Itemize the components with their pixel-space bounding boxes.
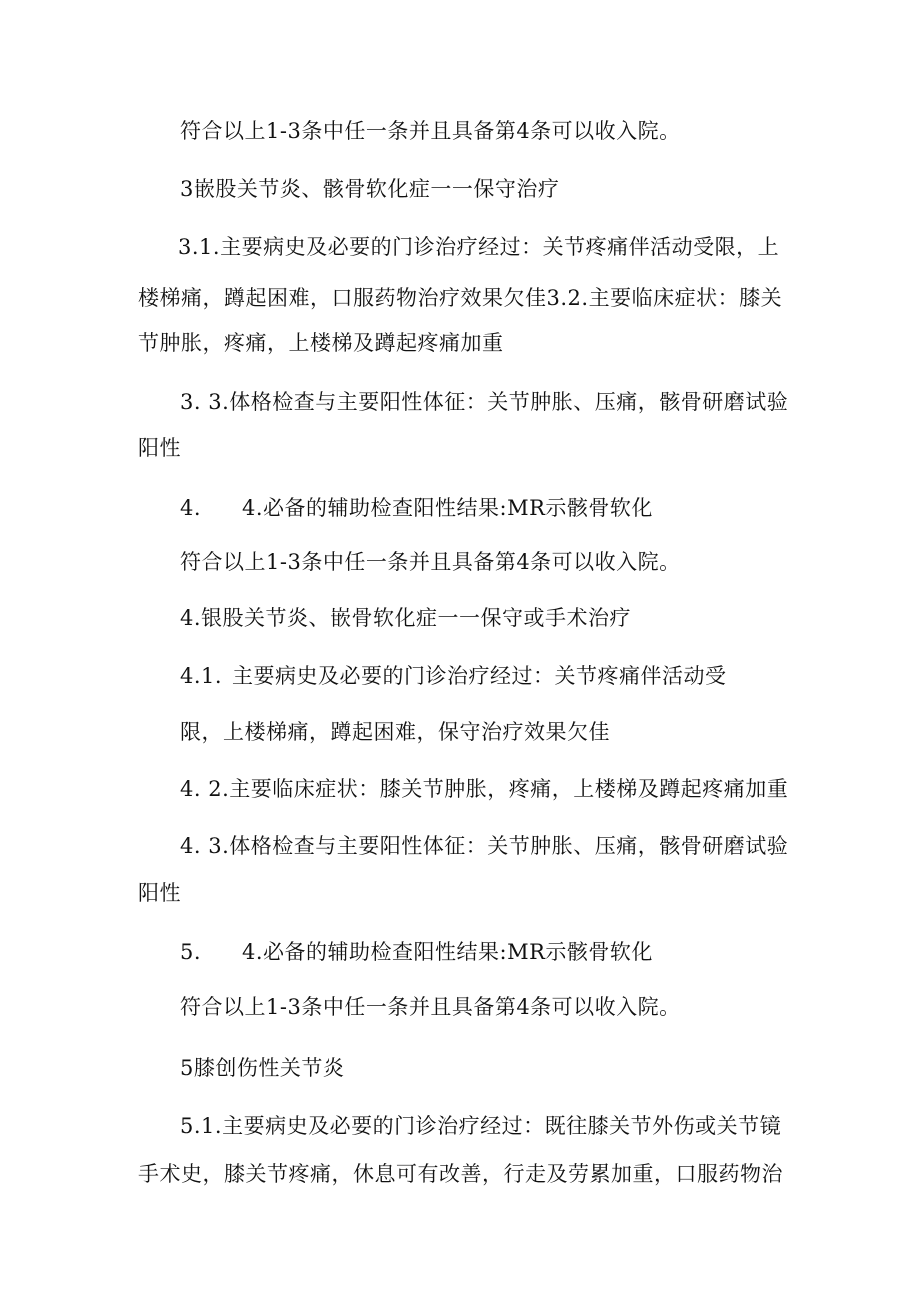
paragraph-line: 阳性: [138, 881, 181, 905]
section-heading: 5膝创伤性关节炎: [180, 1056, 345, 1080]
paragraph-line: 4.必备的辅助检查阳性结果:MR示骸骨软化: [242, 496, 653, 520]
paragraph-line: 楼梯痛，蹲起困难，口服药物治疗效果欠佳3.2.主要临床症状：膝关: [138, 286, 783, 310]
section-heading: 4.银股关节炎、嵌骨软化症一一保守或手术治疗: [180, 606, 632, 630]
paragraph-line: 限，上楼梯痛，蹲起困难，保守治疗效果欠佳: [180, 720, 610, 744]
paragraph-line: 3.1.主要病史及必要的门诊治疗经过：关节疼痛伴活动受限，上: [178, 235, 780, 259]
paragraph-line: 4.必备的辅助检查阳性结果:MR示骸骨软化: [242, 940, 653, 964]
paragraph-line: 符合以上1-3条中任一条并且具备第4条可以收入院。: [180, 119, 681, 143]
paragraph-line: 阳性: [138, 436, 181, 460]
paragraph-line: 符合以上1-3条中任一条并且具备第4条可以收入院。: [180, 550, 681, 574]
paragraph-line: 手术史，膝关节疼痛，休息可有改善，行走及劳累加重，口服药物治: [138, 1162, 783, 1186]
paragraph-line: 3. 3.体格检查与主要阳性体征：关节肿胀、压痛，骸骨研磨试验: [180, 390, 789, 414]
paragraph-line: 节肿胀，疼痛，上楼梯及蹲起疼痛加重: [138, 331, 504, 355]
list-number: 4.1.: [180, 664, 223, 688]
paragraph-line: 主要病史及必要的门诊治疗经过：关节疼痛伴活动受: [232, 664, 727, 688]
paragraph-line: 5.1.主要病史及必要的门诊治疗经过：既往膝关节外伤或关节镜: [180, 1114, 782, 1138]
list-number: 4.: [180, 496, 202, 520]
section-heading: 3嵌股关节炎、骸骨软化症一一保守治疗: [180, 177, 560, 201]
paragraph-line: 4. 3.体格检查与主要阳性体征：关节肿胀、压痛，骸骨研磨试验: [180, 834, 789, 858]
list-number: 5.: [180, 940, 202, 964]
paragraph-line: 4. 2.主要临床症状：膝关节肿胀，疼痛，上楼梯及蹲起疼痛加重: [180, 777, 789, 801]
paragraph-line: 符合以上1-3条中任一条并且具备第4条可以收入院。: [180, 995, 681, 1019]
